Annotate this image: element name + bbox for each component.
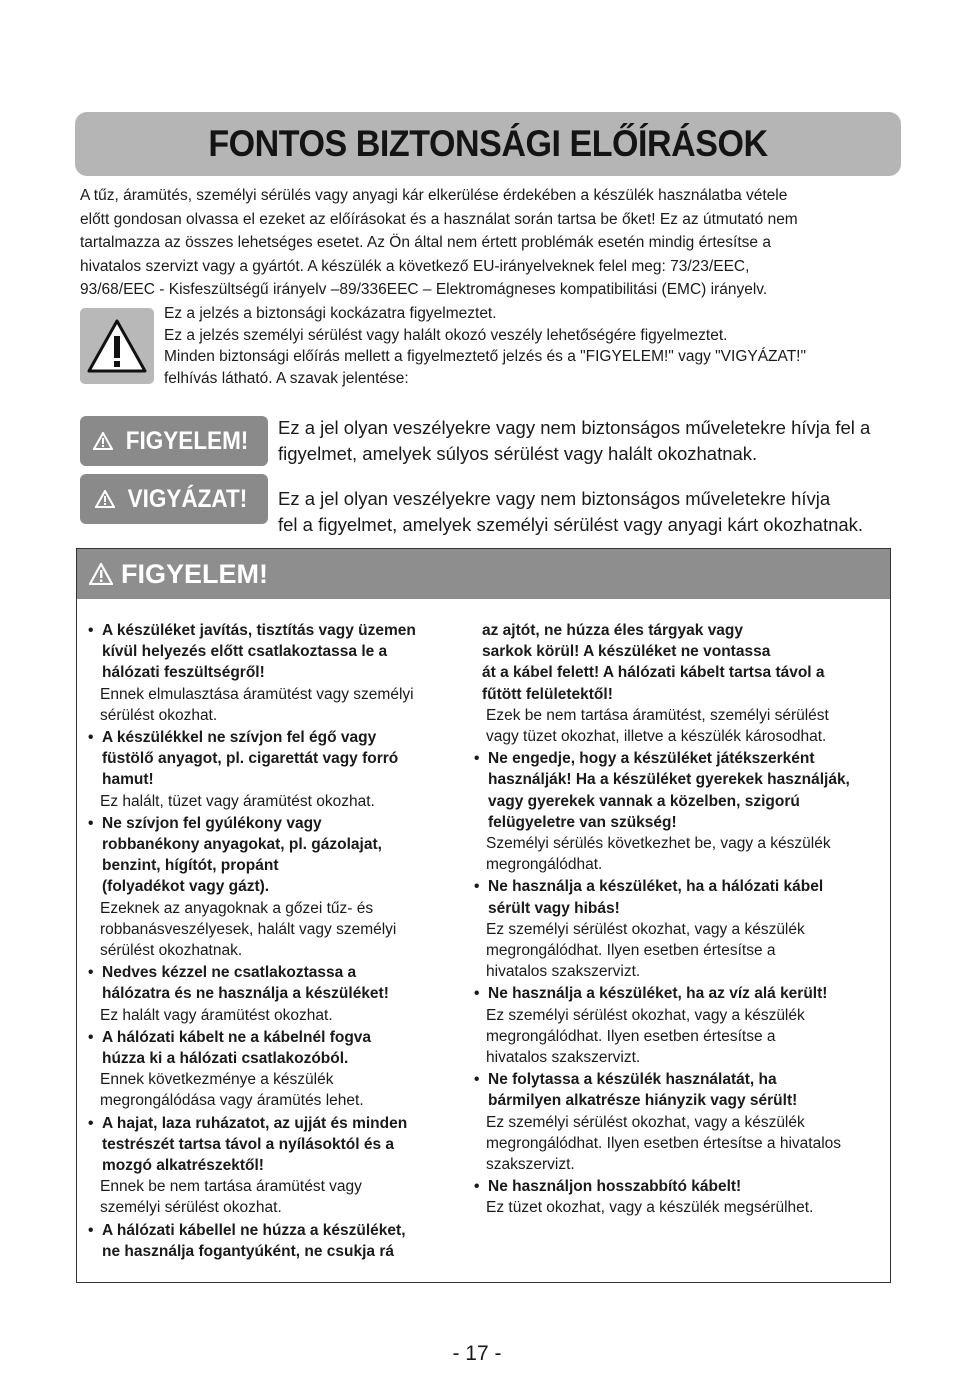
warning-item-title-line: A készülékkel ne szívjon fel égő vagy — [102, 729, 377, 747]
warning-item-title-line: bármilyen alkatrésze hiányzik vagy sérült! — [488, 1092, 798, 1110]
bullet-icon: • — [88, 964, 94, 982]
page-number: - 17 - — [452, 1342, 502, 1365]
warning-item — [474, 620, 889, 747]
warning-item-description — [88, 1069, 463, 1111]
warning-item-description — [474, 833, 889, 875]
warning-item-description-line: megrongálódhat. Ilyen esetben értesítse a — [486, 1027, 776, 1045]
warning-item-title-line: mozgó alkatrészektől! — [102, 1157, 264, 1175]
safety-alert-symbol-box — [80, 308, 154, 384]
warning-item-title-line: felügyeletre van szükség! — [488, 813, 677, 831]
warning-item-description-line: Ez személyi sérülést okozhat, vagy a készülék — [486, 1113, 805, 1131]
warning-item-title-line: használják! Ha a készüléket gyerekek használják, — [488, 771, 850, 789]
warning-item — [474, 1069, 889, 1175]
warning-item-description — [88, 684, 463, 726]
warning-item-description-line: személyi sérülést okozhat. — [100, 1199, 282, 1217]
warning-item — [474, 983, 889, 1068]
intro-line: 93/68/EEC - Kisfeszültségű irányelv –89/336EEC – Elektromágneses kompatibilitási (EMC) irányelv. — [80, 281, 768, 298]
bullet-icon: • — [474, 985, 480, 1003]
bullet-icon: • — [88, 622, 94, 639]
warning-item-title-line: füstölő anyagot, pl. cigarettát vagy forró — [102, 750, 399, 768]
bullet-icon: • — [474, 750, 480, 768]
warning-column-right — [474, 620, 889, 1220]
warning-item-description — [474, 1197, 889, 1218]
bullet-icon: • — [88, 729, 94, 747]
warning-item-description-line: Ezeknek az anyagoknak a gőzei tűz- és — [100, 899, 374, 917]
caution-badge-label: VIGYÁZAT! — [127, 484, 247, 513]
warning-item-description-line: Ez személyi sérülést okozhat, vagy a készülék — [486, 920, 805, 938]
intro-line: A tűz, áramütés, személyi sérülés vagy anyagi kár elkerülése érdekében a készülék használatba vétele — [80, 187, 788, 204]
intro-line: hivatalos szervizt vagy a gyártót. A készülék a következő EU-irányelveknek felel meg: 73/23/EEC, — [80, 257, 750, 275]
warning-item-title-line: az ajtót, ne húzza éles tárgyak vagy — [482, 622, 744, 639]
warning-item-description-line: megrongálódhat. Ilyen esetben értesítse a — [486, 942, 776, 960]
warning-triangle-icon — [89, 563, 113, 585]
warning-item-title-line: Ne szívjon fel gyúlékony vagy — [102, 814, 322, 832]
warning-item — [88, 1220, 463, 1262]
warning-item-title — [88, 727, 463, 791]
warning-item-title-line: hálózatra és ne használja a készüléket! — [102, 985, 389, 1003]
warning-item-title-line: testrészét tartsa távol a nyílásoktól és a — [102, 1135, 395, 1153]
warning-item-description — [474, 1005, 889, 1069]
page-title: FONTOS BIZTONSÁGI ELŐÍRÁSOK — [208, 123, 768, 164]
warning-item-title-line: A hálózati kábelt ne a kábelnél fogva — [102, 1028, 372, 1046]
warning-item-description-line: hivatalos szakszervizt. — [486, 963, 641, 981]
warning-item-title-line: (folyadékot vagy gázt). — [102, 878, 270, 896]
caution-description-line: fel a figyelmet, amelyek személyi sérülést vagy anyagi kárt okozhatnak. — [278, 514, 864, 535]
warning-item-description-line: szakszervizt. — [486, 1156, 575, 1174]
warning-item-title-line: Ne engedje, hogy a készüléket játékszerként — [488, 750, 815, 768]
warning-item-title — [88, 1220, 463, 1262]
warning-item-description — [474, 1112, 889, 1176]
warning-item-title — [474, 1069, 889, 1111]
bullet-icon: • — [474, 1178, 480, 1196]
warning-item — [88, 620, 463, 726]
warning-item-title-line: Nedves kézzel ne csatlakoztassa a — [102, 964, 357, 982]
warning-triangle-icon — [95, 490, 115, 508]
warning-item-title-line: ne használja fogantyúként, ne csukja rá — [102, 1242, 395, 1260]
intro-paragraph — [80, 184, 900, 302]
warning-item — [88, 1113, 463, 1219]
warning-item-title-line: Ne használjon hosszabbító kábelt! — [488, 1178, 742, 1196]
warning-item-description — [88, 898, 463, 962]
warning-item-title-line: A hajat, laza ruházatot, az ujját és minden — [102, 1114, 408, 1132]
warning-item-title-line: sarkok körül! A készüléket ne vontassa — [482, 643, 771, 661]
warning-item-title-line: robbanékony anyagokat, pl. gázolajat, — [102, 836, 382, 854]
caution-badge — [80, 474, 268, 524]
warning-item-title-line: Ne használja a készüléket, ha a hálózati kábel — [488, 878, 824, 896]
warning-column-left — [88, 620, 463, 1263]
warning-item — [88, 962, 463, 1026]
warning-item-title — [474, 620, 889, 705]
warning-item-title-line: fűtött felületektől! — [482, 685, 613, 703]
warning-item-description-line: Ez tüzet okozhat, vagy a készülék megsérülhet. — [486, 1199, 814, 1217]
warning-triangle-icon — [93, 432, 113, 450]
warning-item — [474, 748, 889, 875]
caution-description-line: Ez a jel olyan veszélyekre vagy nem biztonságos műveletekre hívja — [278, 488, 831, 509]
warning-item-title — [474, 876, 889, 918]
warning-item — [474, 1176, 889, 1218]
warning-item-description — [88, 791, 463, 812]
warning-item-description-line: sérülést okozhatnak. — [100, 942, 243, 960]
symbol-notice-line: Ez a jelzés személyi sérülést vagy halált okozó veszély lehetőségére figyelmeztet. — [164, 326, 728, 344]
warning-item-description-line: Ez halált, tüzet vagy áramütést okozhat. — [100, 792, 375, 810]
warning-item-title-line: Ne használja a készüléket, ha az víz alá került! — [488, 985, 828, 1003]
warning-item-description-line: Ez személyi sérülést okozhat, vagy a készülék — [486, 1006, 805, 1024]
warning-item-description-line: Személyi sérülés következhet be, vagy a készülék — [486, 835, 831, 853]
warning-item-title — [474, 1176, 889, 1197]
title-bar — [75, 112, 901, 176]
warning-item-description-line: Ennek következménye a készülék — [100, 1071, 334, 1089]
warning-description — [278, 415, 918, 467]
warning-item-title — [88, 620, 463, 684]
warning-item-description — [474, 705, 889, 747]
warning-item-title — [88, 962, 463, 1004]
warning-item-description-line: hivatalos szakszervizt. — [486, 1049, 641, 1067]
warning-item-title-line: A készüléket javítás, tisztítás vagy üzemen — [102, 622, 416, 639]
warning-item-description-line: robbanásveszélyesek, halált vagy személyi — [100, 920, 397, 938]
warning-section-header — [77, 549, 890, 599]
warning-item-title — [474, 983, 889, 1004]
warning-item-title-line: át a kábel felett! A hálózati kábelt tartsa távol a — [482, 664, 825, 682]
warning-item-title-line: hamut! — [102, 771, 154, 789]
warning-section-heading: FIGYELEM! — [121, 558, 268, 589]
warning-item-title — [474, 748, 889, 833]
warning-item-description-line: Ez halált vagy áramütést okozhat. — [100, 1006, 333, 1024]
warning-item — [88, 813, 463, 961]
warning-item-title-line: vagy gyerekek vannak a közelben, szigorú — [488, 792, 800, 810]
intro-line: előtt gondosan olvassa el ezeket az előírásokat és a használat során tartsa be őket! Ez az útmutató nem — [80, 210, 798, 228]
bullet-icon: • — [88, 1028, 94, 1046]
warning-item-title-line: A hálózati kábellel ne húzza a készüléket, — [102, 1221, 406, 1239]
warning-item-description — [88, 1176, 463, 1218]
warning-item-title-line: húzza ki a hálózati csatlakozóból. — [102, 1050, 349, 1068]
warning-item-title-line: Ne folytassa a készülék használatát, ha — [488, 1071, 777, 1089]
warning-triangle-icon — [86, 318, 148, 374]
warning-item-description — [88, 1005, 463, 1026]
symbol-notice-line: Minden biztonsági előírás mellett a figyelmeztető jelzés és a "FIGYELEM!" vagy "VIGYÁZAT!" — [164, 348, 806, 365]
warning-item-title — [88, 1113, 463, 1177]
intro-line: tartalmazza az összes lehetséges esetet. Az Ön által nem értett problémák esetén mindig értesítse a — [80, 234, 771, 251]
symbol-notice — [164, 303, 934, 389]
warning-item-title-line: sérült vagy hibás! — [488, 899, 620, 917]
warning-item-description-line: vagy tüzet okozhat, illetve a készülék károsodhat. — [486, 728, 827, 746]
warning-badge — [80, 416, 268, 466]
bullet-icon: • — [474, 878, 480, 896]
warning-item-title-line: hálózati feszültségről! — [102, 664, 265, 682]
warning-item-description-line: megrongálódhat. Ilyen esetben értesítse a hivatalos — [486, 1134, 842, 1152]
symbol-notice-line: felhívás látható. A szavak jelentése: — [164, 369, 409, 387]
bullet-icon: • — [88, 1114, 94, 1132]
warning-item — [88, 727, 463, 812]
warning-item-description-line: Ezek be nem tartása áramütést, személyi sérülést — [486, 706, 829, 724]
warning-description-line: Ez a jel olyan veszélyekre vagy nem biztonságos műveletekre hívja fel a — [278, 417, 871, 438]
warning-item-description-line: Ennek elmulasztása áramütést vagy személyi — [100, 685, 414, 703]
warning-badge-label: FIGYELEM! — [125, 426, 249, 455]
warning-item-description-line: megrongálódása vagy áramütés lehet. — [100, 1092, 364, 1110]
bullet-icon: • — [474, 1071, 480, 1089]
caution-description — [278, 486, 918, 538]
warning-item-description — [474, 919, 889, 983]
warning-item-title — [88, 1027, 463, 1069]
warning-item-title-line: kívül helyezés előtt csatlakoztassa le a — [102, 643, 388, 661]
warning-description-line: figyelmet, amelyek súlyos sérülést vagy halált okozhatnak. — [278, 443, 758, 464]
warning-item-description-line: Ennek be nem tartása áramütést vagy — [100, 1178, 362, 1196]
bullet-icon: • — [88, 814, 94, 832]
warning-item — [474, 876, 889, 982]
warning-item — [88, 1027, 463, 1112]
warning-item-title-line: benzint, hígítót, propánt — [102, 857, 279, 875]
warning-item-title — [88, 813, 463, 898]
bullet-icon: • — [88, 1221, 94, 1239]
symbol-notice-line: Ez a jelzés a biztonsági kockázatra figyelmeztet. — [164, 305, 497, 322]
warning-item-description-line: megrongálódhat. — [486, 856, 603, 874]
warning-item-description-line: sérülést okozhat. — [100, 706, 218, 724]
